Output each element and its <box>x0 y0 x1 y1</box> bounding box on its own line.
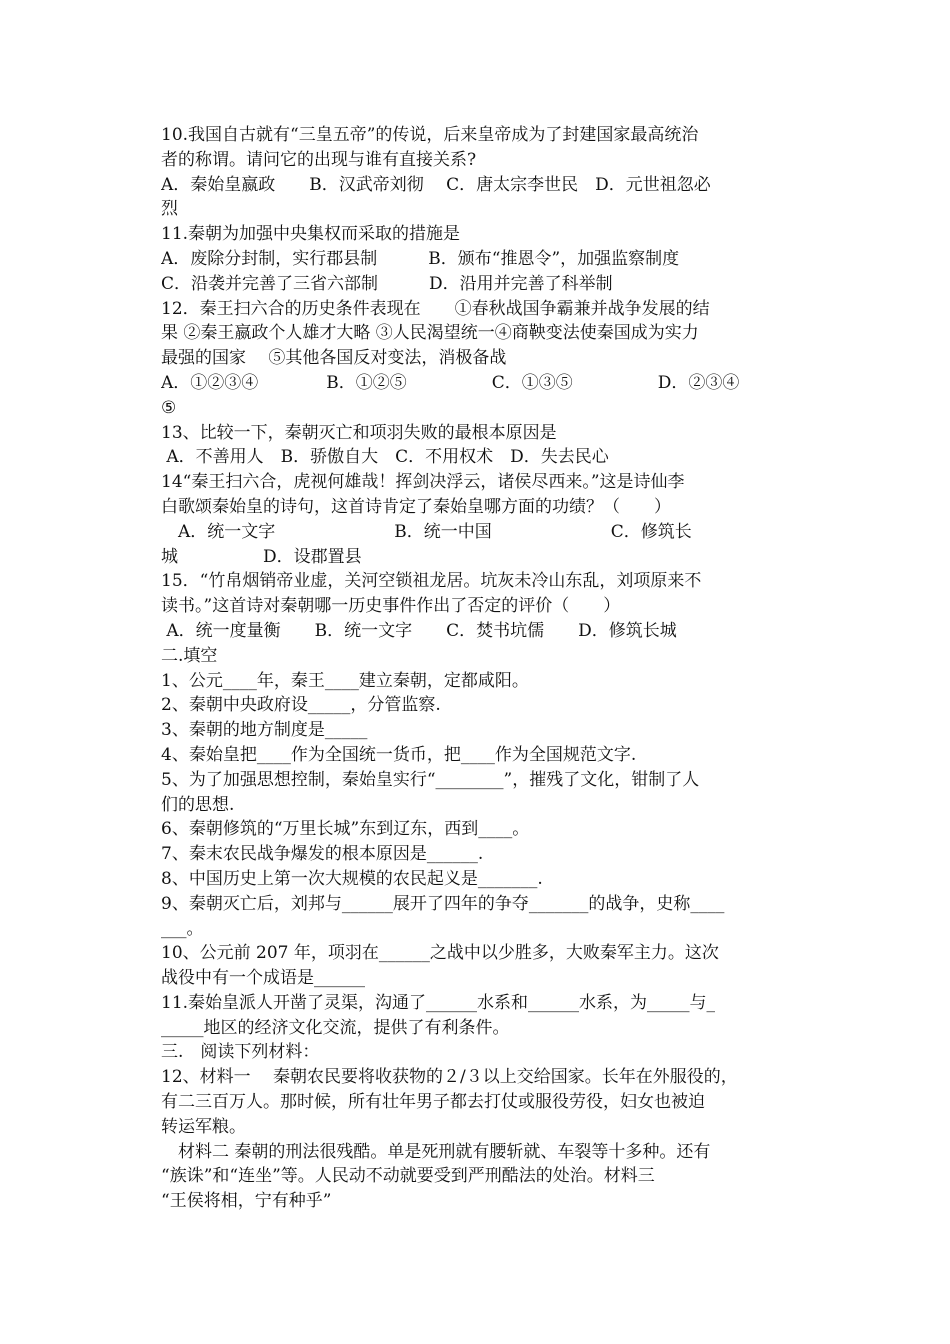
text-line: 11.秦始皇派人开凿了灵渠，沟通了______水系和______水系，为_____与_ <box>161 992 716 1013</box>
text-line: 13、比较一下，秦朝灭亡和项羽失败的最根本原因是 <box>161 422 557 443</box>
text-line: 3、秦朝的地方制度是_____ <box>161 720 368 741</box>
text-line: “族诛”和“连坐”等。人民动不动就要受到严刑酷法的处治。材料三 <box>161 1166 655 1187</box>
text-line: 12、材料一 秦朝农民要将收获物的２/３以上交给国家。长年在外服役的， <box>161 1067 738 1088</box>
text-line: ⑤ <box>161 397 177 418</box>
text-line: 1、公元____年，秦王____建立秦朝，定都咸阳。 <box>161 670 529 691</box>
text-line: 材料二 秦朝的刑法很残酷。单是死刑就有腰斩就、车裂等十多种。还有 <box>161 1141 711 1162</box>
text-line: 14“秦王扫六合，虎视何雄哉！挥剑决浮云，诸侯尽西来。”这是诗仙李 <box>161 472 685 493</box>
text-line: 最强的国家 ⑤其他各国反对变法，消极备战 <box>161 348 507 369</box>
text-line: 12．秦王扫六合的历史条件表现在 ①春秋战国争霸兼并战争发展的结 <box>161 298 710 319</box>
text-line: 4、秦始皇把____作为全国统一货币，把____作为全国规范文字. <box>161 744 637 765</box>
text-line: 10.我国自古就有“三皇五帝”的传说，后来皇帝成为了封建国家最高统治 <box>161 125 699 145</box>
text-line: 15．“竹帛烟销帝业虚，关河空锁祖龙居。坑灰未冷山东乱，刘项原来不 <box>161 571 702 592</box>
section-heading: 三. 阅读下列材料： <box>161 1042 320 1063</box>
text-line: A．①②③④ B．①②⑤ C．①③⑤ D．②③④ <box>161 372 740 393</box>
text-line: A．秦始皇嬴政 B．汉武帝刘彻 C．唐太宗李世民 D．元世祖忽必 <box>161 174 711 195</box>
text-line: C．沿袭并完善了三省六部制 D．沿用并完善了科举制 <box>161 273 613 294</box>
text-line: 7、秦末农民战争爆发的根本原因是______. <box>161 844 484 865</box>
text-line: 们的思想. <box>161 794 235 815</box>
document-page <box>161 123 793 1214</box>
text-line: ___。 <box>161 918 204 939</box>
text-line: A．统一文字 B．统一中国 C．修筑长 <box>161 521 692 542</box>
text-line: 读书。”这首诗对秦朝哪一历史事件作出了否定的评价（ ） <box>161 596 621 617</box>
text-line: 烈 <box>161 199 178 220</box>
text-line: A．废除分封制，实行郡县制 B．颁布“推恩令”，加强监察制度 <box>161 248 680 269</box>
text-line: A．不善用人 B．骄傲自大 C．不用权术 D．失去民心 <box>161 447 609 468</box>
text-line: 6、秦朝修筑的“万里长城”东到辽东，西到____。 <box>161 819 530 840</box>
text-line: 转运军粮。 <box>161 1116 246 1137</box>
text-line: 9、秦朝灭亡后，刘邦与______展开了四年的争夺_______的战争，史称____ <box>161 893 725 914</box>
text-line: A．统一度量衡 B．统一文字 C．焚书坑儒 D．修筑长城 <box>161 620 677 641</box>
text-line: “王侯将相，宁有种乎” <box>161 1191 332 1212</box>
text-line: 者的称谓。请问它的出现与谁有直接关系? <box>161 149 477 170</box>
text-line: 有二三百万人。那时候，所有壮年男子都去打仗或服役劳役，妇女也被迫 <box>161 1092 705 1113</box>
text-line: 城 D．设郡置县 <box>161 546 362 567</box>
text-line: 5、为了加强思想控制，秦始皇实行“________”，摧残了文化，钳制了人 <box>161 769 700 790</box>
text-line: 白歌颂秦始皇的诗句，这首诗肯定了秦始皇哪方面的功绩？（ ） <box>161 496 671 517</box>
text-line: 11.秦朝为加强中央集权而采取的措施是 <box>161 224 461 245</box>
text-line: 8、中国历史上第一次大规模的农民起义是_______. <box>161 868 543 889</box>
text-line: 2、秦朝中央政府设_____，分管监察. <box>161 695 441 716</box>
text-line: 果 ②秦王嬴政个人雄才大略 ③人民渴望统一④商鞅变法使秦国成为实力 <box>161 323 699 344</box>
section-heading: 二.填空 <box>161 645 218 666</box>
text-line: _____地区的经济文化交流，提供了有利条件。 <box>161 1017 510 1038</box>
text-line: 10、公元前 207 年，项羽在______之战中以少胜多，大败秦军主力。这次 <box>161 943 719 964</box>
text-line: 战役中有一个成语是______ <box>161 968 365 989</box>
